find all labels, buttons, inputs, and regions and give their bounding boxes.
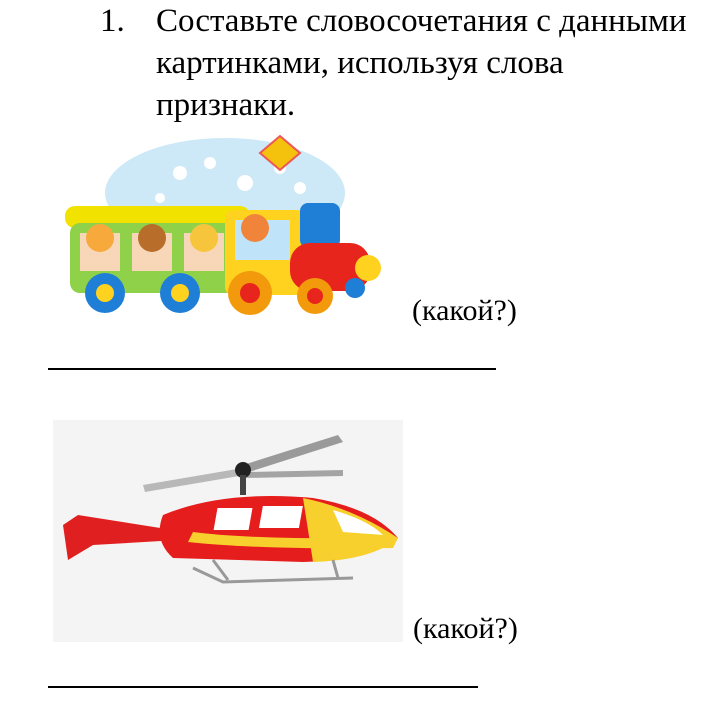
train-picture bbox=[50, 128, 400, 328]
answer-line-helicopter bbox=[48, 686, 478, 688]
task-text: Составьте словосочетания с данными картинками, используя слова признаки. bbox=[156, 3, 687, 123]
task-number: 1. bbox=[100, 3, 125, 39]
question-label-train: (какой?) bbox=[412, 294, 517, 327]
question-label-helicopter: (какой?) bbox=[413, 612, 518, 645]
helicopter-picture bbox=[53, 420, 403, 642]
answer-line-train bbox=[48, 368, 496, 370]
